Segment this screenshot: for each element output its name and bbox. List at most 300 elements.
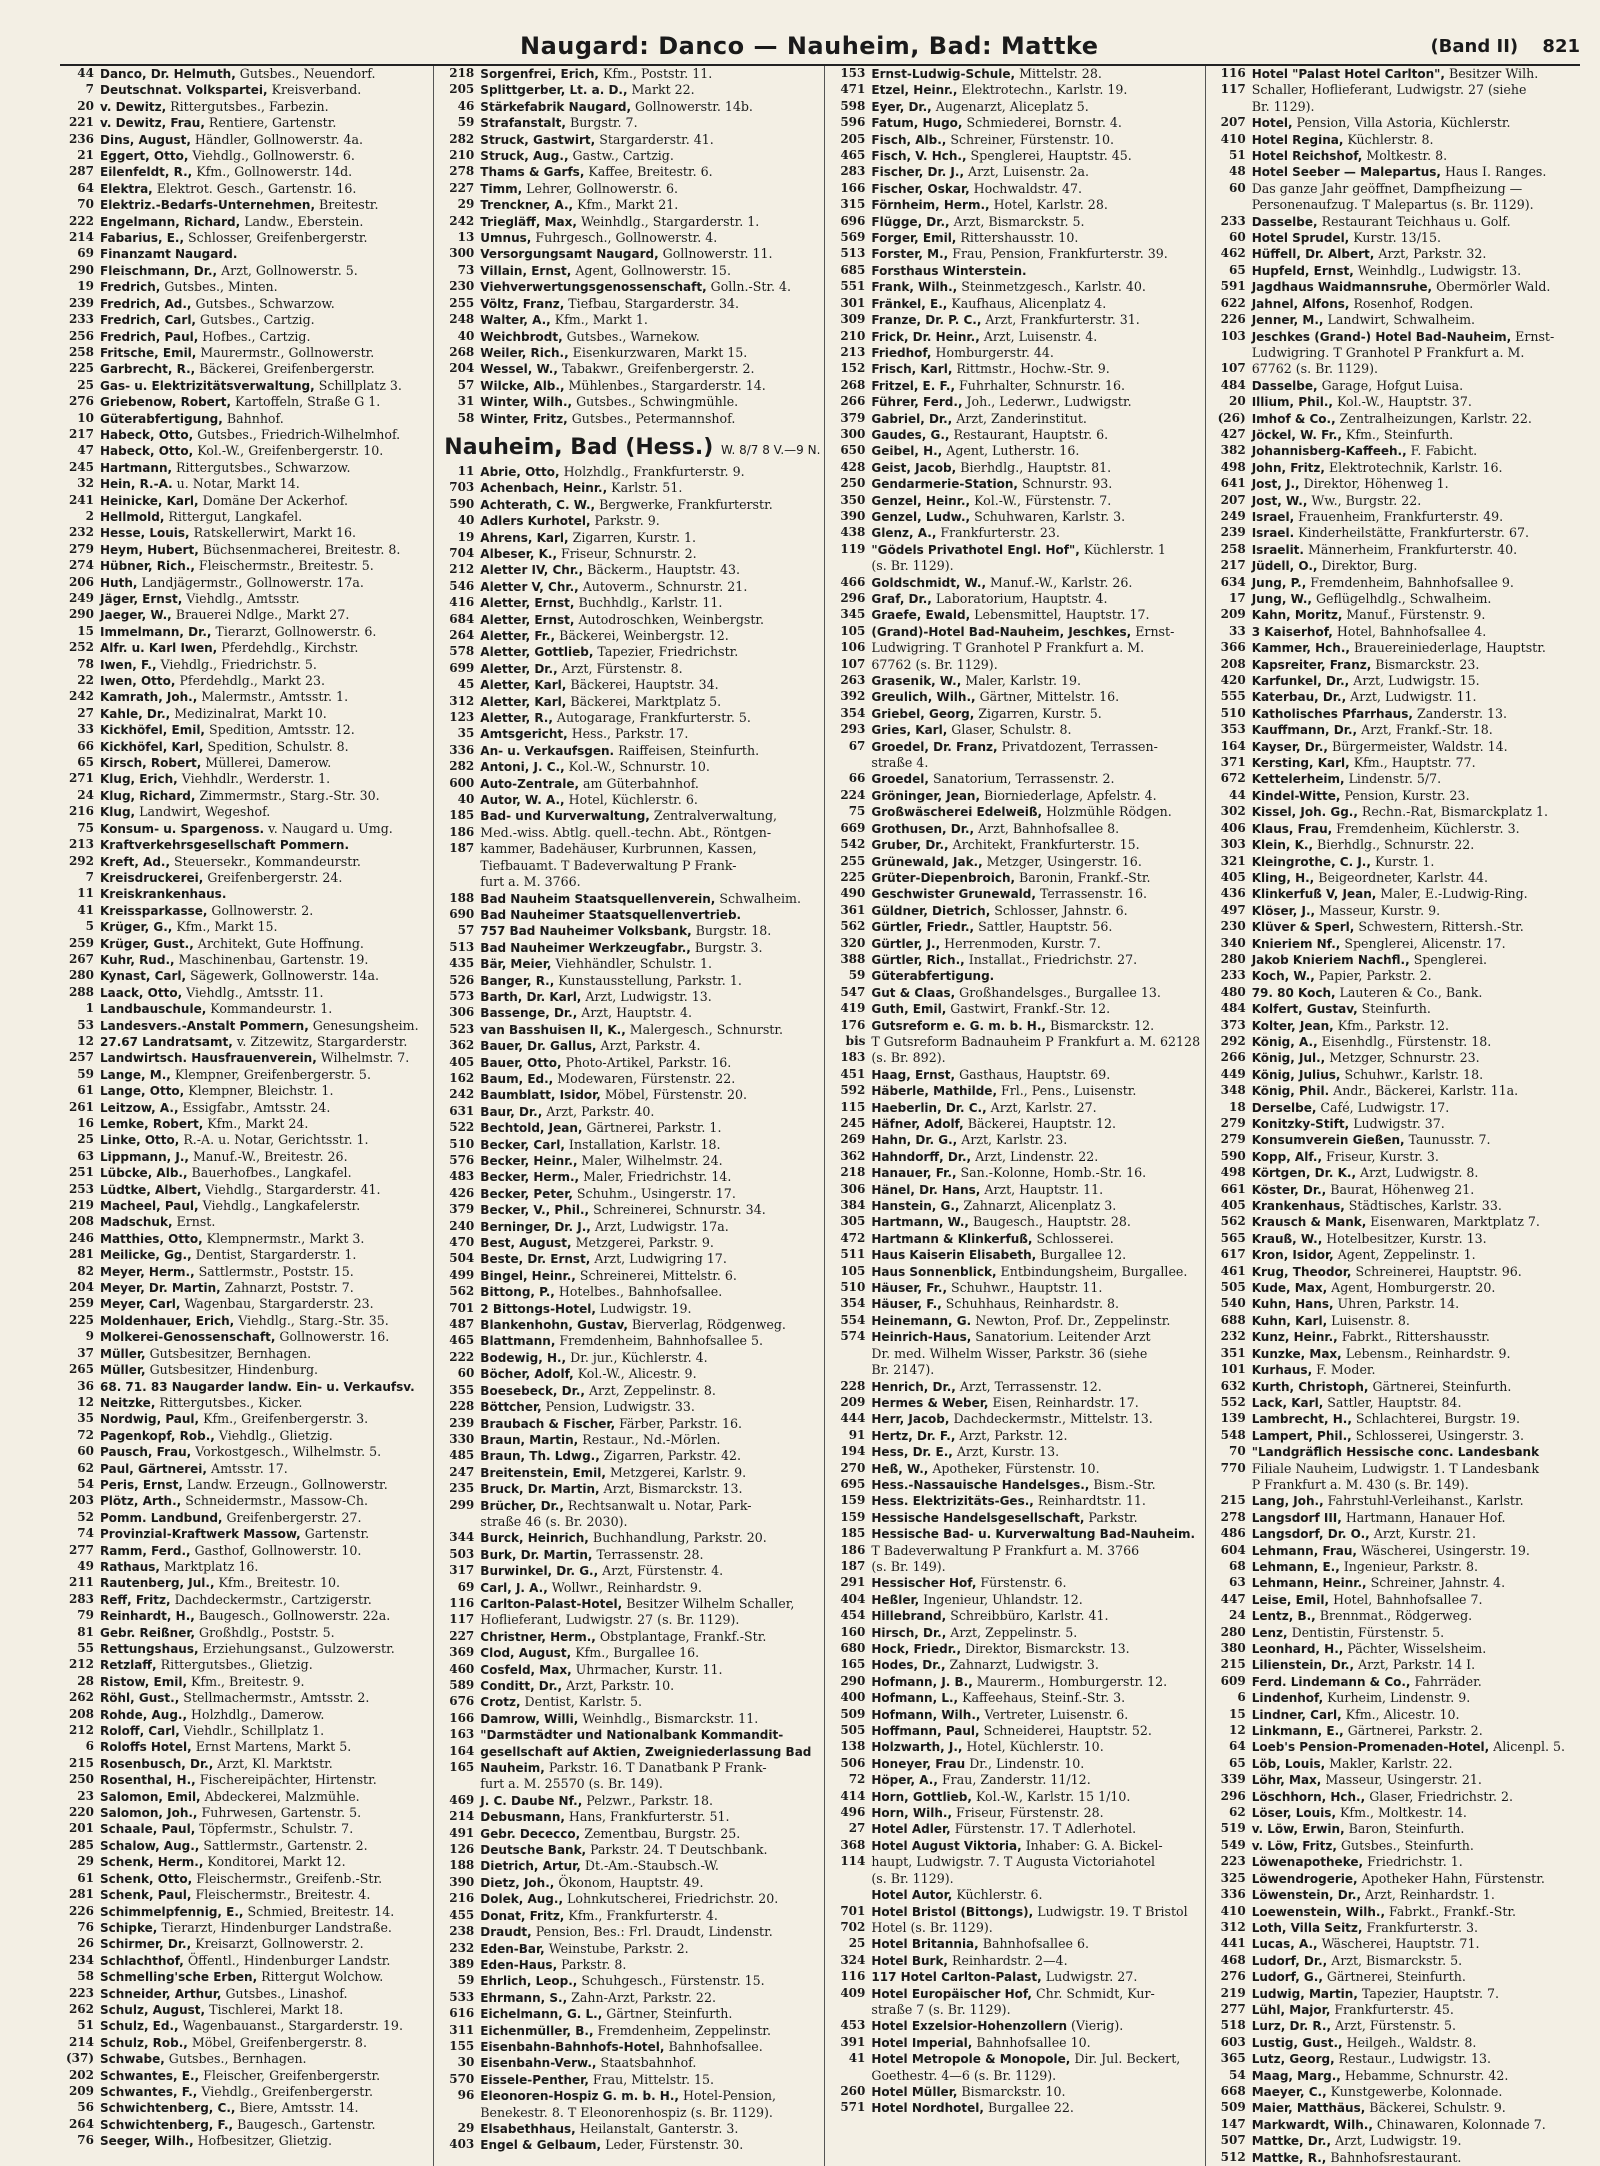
entry-details: Frau, Pension, Frankfurterstr. 39. (948, 246, 1168, 262)
entry-number: 239 (1220, 525, 1246, 540)
directory-entry (831, 1165, 1200, 1181)
entry-name: Burck, Heinrich, (480, 1531, 589, 1546)
entry-name: Lange, M., (100, 1067, 171, 1082)
entry-details: Arzt, Karlstr. 27. (986, 1099, 1097, 1115)
entry-text (480, 164, 712, 180)
entry-number: 264 (449, 628, 475, 642)
entry-name: Albeser, K., (480, 546, 558, 561)
entry-details: Holzhdlg., Frankfurterstr. 9. (559, 463, 745, 479)
entry-details: F. Moder. (1312, 1362, 1376, 1378)
entry-name: Pomm. Landbund, (100, 1510, 223, 1525)
entry-name: Gröninger, Jean, (871, 788, 981, 803)
entry-details: Klempnermstr., Markt 3. (202, 1230, 365, 1246)
entry-name: Hotel "Palast Hotel Carlton", (1251, 67, 1445, 81)
entry-text (480, 2105, 773, 2121)
entry-text (100, 1100, 330, 1116)
entry-number: 61 (77, 1870, 94, 1885)
directory-entry (1212, 279, 1582, 295)
directory-entry (440, 1153, 820, 1169)
entry-number: 59 (848, 968, 866, 983)
entry-text (1252, 345, 1525, 361)
entry-text (480, 874, 580, 890)
directory-entry (1212, 1986, 1582, 2002)
entry-number: 222 (68, 213, 94, 228)
entry-details: Kfm., Greifenbergerstr. 3. (199, 1411, 369, 1427)
entry-details: Bergwerke, Frankfurterstr. (595, 496, 773, 512)
entry-details: Kunstausstellung, Parkstr. 1. (554, 972, 742, 988)
entry-details: Frankfurterstr. 45. (1330, 2001, 1454, 2017)
directory-entry (60, 509, 429, 525)
entry-number: 290 (68, 262, 94, 277)
directory-entry (60, 1034, 429, 1050)
entry-name: Schenk, Paul, (100, 1888, 192, 1903)
entry-number: 280 (68, 968, 94, 983)
entry-number: 348 (1220, 1083, 1246, 1098)
entry-details: Tierarzt, Hindenburger Landstraße. (157, 1919, 392, 1935)
entry-text (100, 1067, 371, 1083)
entry-name: Körtgen, Dr. K., (1251, 1166, 1357, 1181)
entry-number: 266 (1220, 1050, 1246, 1065)
directory-entry (440, 345, 820, 361)
entry-text (1252, 1034, 1492, 1050)
entry-number: 247 (449, 1464, 475, 1479)
entry-details: Städtisches, Karlstr. 33. (1344, 1198, 1502, 1214)
entry-details: Kurheim, Lindenstr. 9. (1323, 1690, 1471, 1706)
entry-name: Katerbau, Dr., (1251, 690, 1347, 705)
directory-entry (1212, 1526, 1582, 1542)
entry-name: Kunzke, Max, (1251, 1346, 1342, 1361)
directory-entry (60, 443, 429, 459)
directory-entry (60, 1904, 429, 1920)
entry-name: Jagdhaus Waidmannsruhe, (1251, 280, 1433, 295)
directory-entry (1212, 1214, 1582, 1230)
entry-number: 427 (1220, 426, 1246, 441)
entry-text (100, 1428, 333, 1444)
directory-entry (440, 312, 820, 328)
entry-text (1252, 936, 1506, 952)
entry-details: Burgstr. 7. (565, 115, 638, 131)
entry-number: 354 (840, 1296, 866, 1311)
entry-text (100, 1707, 324, 1723)
entry-number: 702 (840, 1919, 866, 1934)
entry-text (100, 1329, 389, 1345)
entry-details: Arzt, Kl. Marktstr. (213, 1755, 333, 1771)
entry-name: Bechtold, Jean, (480, 1121, 583, 1136)
entry-name: Ernst-Ludwig-Schule, (871, 67, 1016, 81)
entry-name: Hessischer Hof, (871, 1576, 977, 1591)
directory-entry (1212, 804, 1582, 820)
entry-name: Kayser, Dr., (1251, 739, 1328, 754)
directory-entry (831, 1871, 1200, 1887)
entry-name: Aletter, Ernst, (480, 596, 575, 611)
entry-name: Winter, Fritz, (480, 411, 568, 426)
directory-entry (440, 726, 820, 742)
entry-number: 12 (1228, 1723, 1246, 1738)
entry-text (1252, 1346, 1511, 1362)
entry-text (480, 923, 771, 939)
directory-entry (440, 361, 820, 377)
entry-details: Dir. Jul. Beckert, (1070, 2051, 1181, 2067)
entry-name: Braun, Th. Ldwg., (480, 1449, 600, 1464)
entry-text (1252, 1920, 1478, 1936)
entry-name: Leonhard, H., (1251, 1642, 1344, 1656)
directory-entry (440, 1957, 820, 1973)
entry-text (1252, 427, 1454, 443)
entry-text (1252, 1805, 1467, 1821)
entry-details: Kaffee, Breitestr. 6. (584, 164, 713, 180)
entry-details: Rittergutsbes., Kicker. (155, 1394, 303, 1410)
entry-details: Herrenmoden, Kurstr. 7. (940, 935, 1101, 951)
directory-entry (440, 378, 820, 394)
entry-details: 67762 (s. Br. 1129). (871, 656, 998, 672)
directory-entry (1212, 1280, 1582, 1296)
entry-number: 485 (449, 1448, 475, 1463)
entry-number: 126 (449, 1842, 475, 1857)
entry-number: 362 (449, 1038, 475, 1053)
entry-details: Steinmetzgesch., Karlstr. 40. (957, 279, 1146, 295)
entry-name: Eichenmüller, B., (480, 2023, 594, 2038)
entry-number: 426 (449, 1185, 475, 1200)
entry-details: Rittergut, Langkafel. (164, 508, 303, 524)
directory-entry (831, 870, 1200, 886)
directory-entry (440, 1186, 820, 1202)
entry-text (871, 739, 1157, 755)
entry-details: Friseur, Fürstenstr. 28. (952, 1805, 1104, 1821)
entry-name: Bär, Meier, (480, 957, 552, 972)
directory-entry (60, 2084, 429, 2100)
entry-name: Konitzky-Stift, (1251, 1117, 1350, 1131)
entry-text (1252, 2150, 1462, 2166)
entry-details: Weinstube, Parkstr. 2. (544, 1940, 689, 1956)
entry-number: 245 (68, 459, 94, 474)
entry-text (871, 427, 1108, 443)
entry-text (1252, 575, 1514, 591)
entry-text (100, 1625, 335, 1641)
directory-entry (1212, 952, 1582, 968)
entry-number: 255 (840, 853, 866, 868)
entry-name: Gebr. Dececco, (480, 1826, 581, 1841)
entry-number (1212, 345, 1252, 361)
entry-number: 40 (457, 792, 475, 807)
entry-details: Andr., Bäckerei, Karlstr. 11a. (1329, 1083, 1519, 1099)
directory-column-1 (60, 66, 434, 2166)
directory-entry (60, 296, 429, 312)
entry-details: Maler, Karlstr. 19. (961, 673, 1081, 689)
directory-entry (60, 2068, 429, 2084)
entry-name: Boesebeck, Dr., (480, 1383, 585, 1398)
entry-number: 312 (1220, 1919, 1246, 1934)
entry-name: Bauer, Otto, (480, 1055, 562, 1070)
entry-text (1252, 706, 1507, 722)
entry-number: 470 (449, 1235, 475, 1250)
directory-entry (831, 1461, 1200, 1477)
entry-text (1252, 329, 1555, 345)
directory-entry (440, 1137, 820, 1153)
directory-entry (440, 1793, 820, 1809)
directory-entry (440, 858, 820, 874)
directory-entry (60, 1149, 429, 1165)
entry-name: Gutsreform e. G. m. b. H., (871, 1018, 1046, 1033)
entry-details: Glaser, Friedrichstr. 2. (1365, 1788, 1514, 1804)
directory-entry (60, 1887, 429, 1903)
entry-details: Schreiner, Jahnstr. 4. (1366, 1575, 1506, 1591)
entry-text (480, 2072, 714, 2088)
entry-details: Möbel, Fürstenstr. 20. (600, 1087, 748, 1103)
entry-name: Langsdorf III, (1251, 1510, 1342, 1525)
entry-name: Genzel, Ludw., (871, 509, 971, 524)
entry-number: 33 (1228, 623, 1246, 638)
directory-entry (440, 2121, 820, 2137)
directory-entry (1212, 1887, 1582, 1903)
entry-text (1252, 1001, 1431, 1017)
directory-entry (831, 1641, 1200, 1657)
entry-text (100, 722, 355, 738)
entry-number: 277 (1220, 2001, 1246, 2016)
entry-details: Gutsbes., Bernhagen. (164, 2051, 307, 2067)
directory-entry (440, 1301, 820, 1317)
directory-entry (60, 132, 429, 148)
directory-entry (440, 1530, 820, 1546)
entry-number: 19 (77, 279, 94, 294)
directory-entry (60, 2018, 429, 2034)
entry-text (1252, 148, 1448, 164)
entry-details: Weinhdlg., Bismarckstr. 11. (578, 1710, 759, 1726)
directory-entry (440, 1891, 820, 1907)
directory-entry (831, 1231, 1200, 1247)
directory-entry (440, 246, 820, 262)
directory-entry (60, 1871, 429, 1887)
entry-name: John, Fritz, (1251, 460, 1325, 475)
entry-text (100, 279, 278, 295)
directory-entry (60, 1657, 429, 1673)
directory-entry (1212, 1428, 1582, 1444)
entry-text (871, 607, 1149, 623)
page-meta (1412, 36, 1580, 57)
entry-details: Bäckerei, Greifenbergerstr. (195, 361, 375, 377)
entry-name: Jung, P., (1251, 575, 1307, 590)
entry-number: 215 (68, 1755, 94, 1770)
entry-details: Arzt, Parkstr. 14 I. (1354, 1657, 1476, 1673)
entry-details: Kurstr. 1. (1370, 853, 1435, 869)
entry-name: Lühl, Major, (1251, 2002, 1331, 2017)
directory-entry (60, 788, 429, 804)
entry-text (100, 443, 383, 459)
entry-name: Leitzow, A., (100, 1100, 179, 1115)
entry-name: Hein, R.-A. (100, 477, 173, 492)
directory-entry (60, 1526, 429, 1542)
entry-text (480, 1842, 767, 1858)
entry-number: 688 (1220, 1312, 1246, 1327)
entry-number: 72 (77, 1427, 94, 1442)
directory-entry (440, 1924, 820, 1940)
entry-number: 252 (68, 640, 94, 655)
entry-text (480, 1547, 703, 1563)
entry-details: Sattlermstr., Gartenstr. 2. (199, 1837, 368, 1853)
entry-text (871, 575, 1132, 591)
entry-name: Engel & Gelbaum, (480, 2138, 602, 2153)
entry-details: Weinhdlg., Stargarderstr. 1. (576, 213, 760, 229)
entry-text (480, 513, 660, 529)
entry-name: Gürtler, Rich., (871, 952, 965, 967)
entry-details: Modewaren, Fürstenstr. 22. (553, 1070, 736, 1086)
entry-text (480, 973, 742, 989)
entry-name: Ramm, Ferd., (100, 1543, 191, 1558)
entry-text (480, 579, 747, 595)
entry-text (871, 2084, 1065, 2100)
entry-name: Kickhöfel, Karl, (100, 739, 204, 754)
entry-text (1252, 1953, 1462, 1969)
entry-name: Kirsch, Robert, (100, 756, 202, 771)
entry-text (1252, 230, 1441, 246)
entry-name: Gruber, Dr., (871, 838, 949, 853)
entry-name: Gendarmerie-Station, (871, 477, 1018, 492)
entry-text (100, 689, 348, 705)
entry-number: 336 (1220, 1887, 1246, 1902)
entry-details: Hotel (s. Br. 1129). (871, 1919, 993, 1935)
entry-number: 15 (1228, 1706, 1246, 1721)
directory-entry (1212, 1657, 1582, 1673)
directory-entry (440, 513, 820, 529)
entry-number: 37 (77, 1345, 94, 1360)
directory-entry (831, 1264, 1200, 1280)
entry-text (480, 546, 696, 562)
entry-text (871, 1182, 1103, 1198)
entry-text (1252, 378, 1463, 394)
entry-name: Hotel August Viktoria, (871, 1838, 1022, 1853)
entry-text (1252, 312, 1475, 328)
entry-name: Jaeger, W., (100, 608, 172, 623)
entry-text (1252, 1526, 1476, 1542)
directory-entry (440, 1990, 820, 2006)
directory-entry (440, 1481, 820, 1497)
directory-entry (1212, 1920, 1582, 1936)
entry-text (480, 1137, 720, 1153)
entry-details: Bism.-Str. (1089, 1476, 1156, 1492)
entry-text (480, 694, 721, 710)
directory-entry (1212, 509, 1582, 525)
entry-name: Rettungshaus, (100, 1642, 199, 1656)
entry-number: 573 (449, 988, 475, 1003)
entry-name: 117 Hotel Carlton-Palast, (871, 1970, 1042, 1985)
entry-number: 513 (840, 246, 866, 261)
entry-name: Kettelerheim, (1251, 772, 1345, 787)
entry-details: Br. 2147). (871, 1362, 935, 1378)
entry-details: Eisenhdlg., Fürstenstr. 18. (1317, 1033, 1492, 1049)
entry-text (100, 263, 358, 279)
entry-text (871, 394, 1131, 410)
entry-details: Zahnarzt, Poststr. 7. (220, 1280, 354, 1296)
entry-name: Salomon, Joh., (100, 1806, 198, 1821)
entry-name: Fritzel, E. F., (871, 378, 956, 393)
entry-details: Hotel, Bahnhofsallee 7. (1329, 1591, 1483, 1607)
entry-number: 96 (457, 2088, 475, 2103)
entry-text (871, 1395, 1138, 1411)
entry-name: "Gödels Privathotel Engl. Hof", (871, 542, 1080, 557)
entry-name: Griebel, Georg, (871, 706, 975, 721)
entry-details: Arzt, Luisenstr. 4. (979, 328, 1098, 344)
entry-name: Griebenow, Robert, (100, 395, 232, 410)
entry-details: Zanderstr. 13. (1412, 705, 1508, 721)
directory-entry (440, 2006, 820, 2022)
entry-number: 249 (1220, 508, 1246, 523)
entry-name: Schwichtenberg, C., (100, 2101, 236, 2116)
entry-number: 420 (1220, 673, 1246, 688)
entry-number: 235 (449, 1481, 475, 1496)
entry-number: 218 (449, 66, 475, 80)
entry-text (100, 312, 315, 328)
entry-name: Lindner, Carl, (1251, 1707, 1342, 1722)
entry-number: 232 (68, 525, 94, 540)
directory-entry (831, 378, 1200, 394)
entry-number: 75 (77, 820, 94, 835)
entry-text (1252, 263, 1521, 279)
entry-name: Hotel Europäischer Hof, (871, 1986, 1032, 2001)
entry-name: Peris, Ernst, (100, 1477, 183, 1492)
entry-name: Becker, Carl, (480, 1137, 565, 1152)
entry-text (1252, 640, 1546, 656)
directory-entry (1212, 689, 1582, 705)
entry-text (480, 841, 756, 857)
entry-text (1252, 1592, 1483, 1608)
entry-text (871, 312, 1139, 328)
directory-entry (831, 657, 1200, 673)
entry-text (100, 1641, 395, 1657)
entry-details: Stellmachermstr., Amtsstr. 2. (179, 1690, 370, 1706)
entry-details: Arzt, Ludwigring 17. (590, 1251, 727, 1267)
directory-entry (831, 1313, 1200, 1329)
entry-number: 590 (449, 496, 475, 511)
entry-name: Hotel Bristol (Bittongs), (871, 1904, 1034, 1919)
entry-text (100, 821, 393, 837)
entry-number: 368 (840, 1837, 866, 1852)
entry-name: Frank, Wilh., (871, 280, 958, 295)
entry-name: Kreisdruckerei, (100, 870, 204, 885)
entry-details: Baugesch., Gollnowerstr. 22a. (194, 1608, 391, 1624)
entry-text (100, 1182, 381, 1198)
entry-details: Dachdeckermstr., Cartzigerstr. (170, 1591, 372, 1607)
entry-text (871, 493, 1111, 509)
entry-text (1252, 1871, 1545, 1887)
directory-entry (60, 312, 429, 328)
entry-name: Krug, Theodor, (1251, 1264, 1352, 1279)
entry-details: Joh., Lederwr., Ludwigstr. (962, 394, 1132, 410)
entry-details: Viehdlg., Glietzig. (214, 1427, 333, 1443)
entry-name: Baumblatt, Isidor, (480, 1088, 601, 1103)
entry-details: Frl., Pens., Luisenstr. (997, 1083, 1137, 1099)
entry-name: Kissel, Joh. Gg., (1251, 805, 1358, 820)
directory-entry (1212, 2002, 1582, 2018)
entry-number: 225 (68, 361, 94, 376)
entry-number: 466 (840, 574, 866, 589)
entry-number: 371 (1220, 755, 1246, 770)
directory-entry (1212, 1231, 1582, 1247)
entry-number: 668 (1220, 2083, 1246, 2098)
directory-entry (1212, 722, 1582, 738)
entry-number: 603 (1220, 2034, 1246, 2049)
entry-number: 216 (449, 1891, 475, 1906)
entry-text (871, 2002, 1010, 2018)
entry-name: Karfunkel, Dr., (1251, 674, 1350, 689)
entry-name: Hübner, Rich., (100, 559, 195, 574)
entry-number: 208 (1220, 656, 1246, 671)
directory-entry (440, 1005, 820, 1021)
entry-text (480, 1333, 763, 1349)
entry-number: 208 (68, 1214, 94, 1229)
directory-entry (440, 1268, 820, 1284)
entry-details: Arzt, Bismarckstr. 5. (1327, 1952, 1463, 1968)
entry-details: (Vierig). (1066, 2018, 1124, 2034)
entry-details: Schuhwr., Karlstr. 18. (1340, 1066, 1484, 1082)
